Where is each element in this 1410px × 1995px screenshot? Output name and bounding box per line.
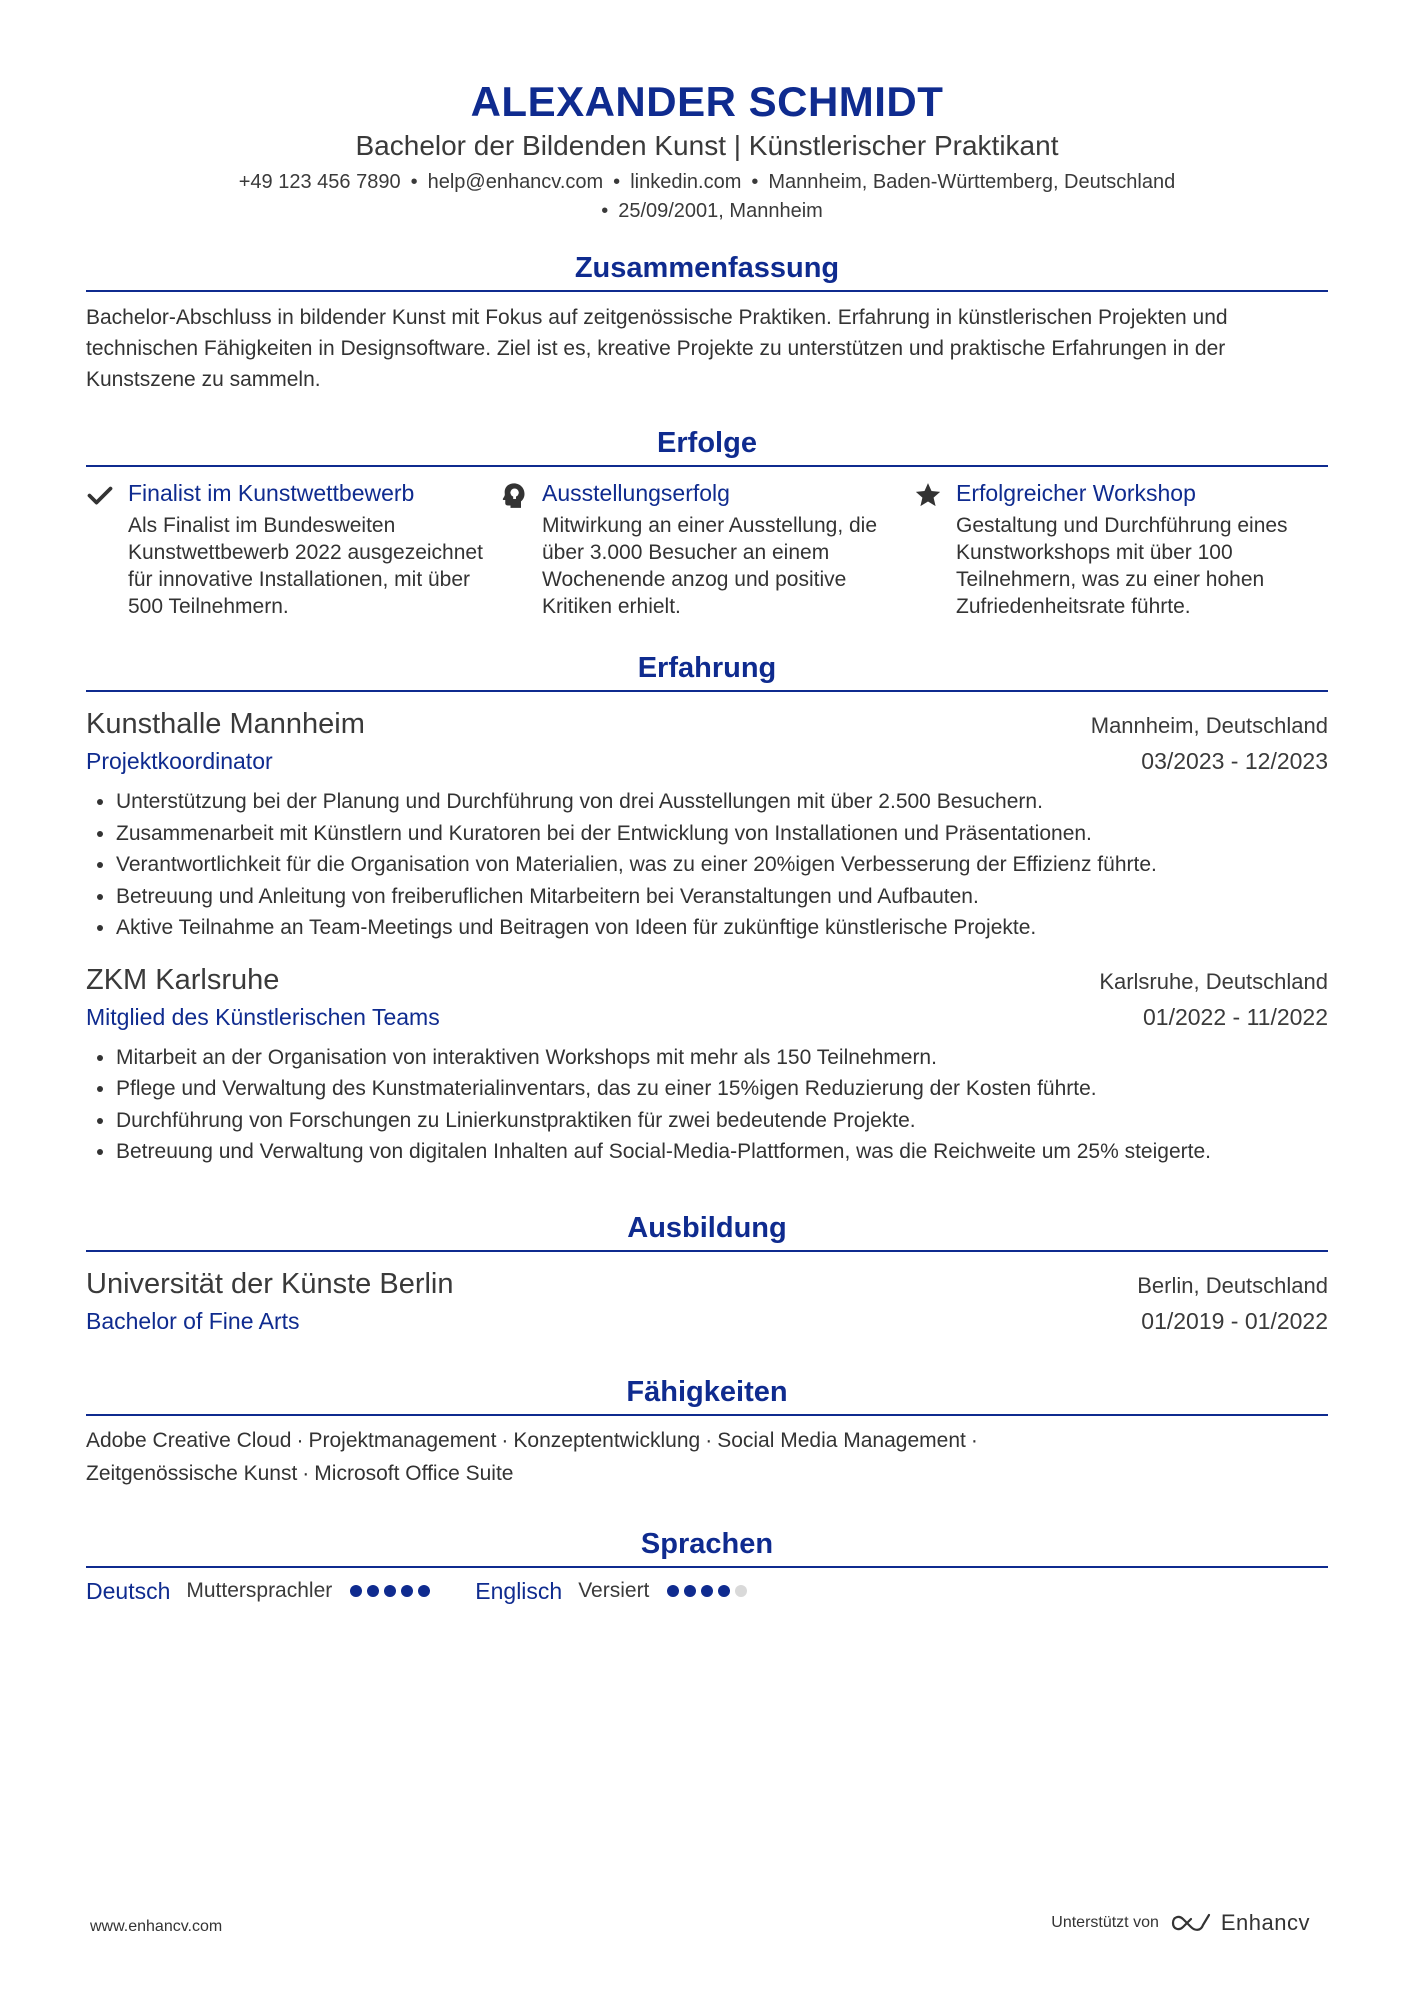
section-title-education: Ausbildung [86, 1208, 1328, 1252]
rating-dot-filled [418, 1585, 430, 1597]
candidate-title: Bachelor der Bildenden Kunst | Künstlerischer Praktikant [355, 130, 1059, 161]
phone: +49 123 456 7890 [238, 171, 401, 193]
rating-dot-filled [701, 1585, 713, 1597]
footer-branding [1051, 1910, 1310, 1936]
education-section [86, 1208, 1328, 1338]
birth-info: 25/09/2001, Mannheim [618, 200, 823, 222]
section-title-experience: Erfahrung [86, 648, 1328, 692]
experience-section [86, 648, 1328, 1168]
bullet-item: • Pflege und Verwaltung des Kunstmaterialinventars, das zu einer 15%igen Reduzierung der Kosten führte. [116, 1073, 1328, 1105]
section-title-languages: Sprachen [86, 1524, 1328, 1568]
school-name: Universität der Künste Berlin [86, 1267, 454, 1300]
achievement-item [914, 477, 1328, 620]
language-name: Deutsch [86, 1577, 171, 1604]
separator: • [751, 171, 759, 193]
achievement-title: Erfolgreicher Workshop [956, 480, 1196, 506]
bullet-item: • Betreuung und Anleitung von freiberuflichen Mitarbeitern bei Veranstaltungen und Aufbauten. [116, 881, 1328, 913]
skill-separator: · [705, 1428, 713, 1452]
education-entry [86, 1264, 1328, 1338]
language-level: Versiert [578, 1579, 650, 1602]
skill-separator: · [296, 1428, 304, 1452]
skill-item: Zeitgenössische Kunst [86, 1461, 298, 1485]
job-location: Karlsruhe, Deutschland [1099, 968, 1328, 994]
job-role: Projektkoordinator [86, 748, 273, 774]
brand-name: Enhancv [1220, 1910, 1310, 1935]
language-item [475, 1578, 752, 1605]
achievement-item [86, 477, 500, 620]
job-bullets [86, 786, 1328, 944]
location: Mannheim, Baden-Württemberg, Deutschland [768, 171, 1176, 193]
linkedin[interactable]: linkedin.com [630, 171, 742, 193]
achievement-item [500, 477, 914, 620]
job-location: Mannheim, Deutschland [1090, 713, 1328, 738]
skill-item: Adobe Creative Cloud [86, 1428, 292, 1452]
language-item [86, 1578, 435, 1605]
achievement-title: Ausstellungserfolg [542, 480, 730, 506]
section-title-achievements: Erfolge [86, 423, 1328, 467]
rating-dot-empty [735, 1585, 747, 1597]
separator: • [613, 171, 621, 193]
bullet-item: • Verantwortlichkeit für die Organisation von Materialien, was zu einer 20%igen Verbesserung der Effizienz führte. [116, 849, 1328, 881]
languages-section [86, 1524, 1328, 1605]
separator: • [410, 171, 418, 193]
bullet-item: • Zusammenarbeit mit Künstlern und Kuratoren bei der Entwicklung von Installationen und Präsentationen. [116, 818, 1328, 850]
skill-item: Konzeptentwicklung [513, 1428, 701, 1452]
job-entry [86, 704, 1328, 944]
powered-by-text: Unterstützt von [1051, 1914, 1159, 1931]
education-dates: 01/2019 - 01/2022 [1141, 1307, 1328, 1334]
achievements-section [86, 423, 1328, 620]
rating-dot-filled [667, 1585, 679, 1597]
rating-dot-filled [401, 1585, 413, 1597]
footer-website[interactable]: www.enhancv.com [90, 1918, 223, 1935]
rating-dot-filled [367, 1585, 379, 1597]
languages-list [86, 1578, 1328, 1605]
rating-dot-filled [384, 1585, 396, 1597]
degree: Bachelor of Fine Arts [86, 1307, 300, 1334]
achievement-description: Als Finalist im Bundesweiten Kunstwettbewerb 2022 ausgezeichnet für innovative Installationen, mit über 500 Teilnehmern. [128, 514, 483, 618]
language-rating [667, 1579, 752, 1603]
bullet-item: • Aktive Teilnahme an Team-Meetings und Beitragen von Ideen für zukünftige künstlerische Projekte. [116, 912, 1328, 944]
bullet-item: • Betreuung und Verwaltung von digitalen Inhalten auf Social-Media-Plattformen, was die Reichweite um 25% steigerte. [116, 1136, 1328, 1168]
resume-page [86, 0, 1328, 1605]
summary-section [86, 248, 1328, 395]
skill-separator: · [302, 1461, 310, 1485]
candidate-name: ALEXANDER SCHMIDT [470, 78, 944, 125]
star-icon [914, 477, 956, 620]
email[interactable]: help@enhancv.com [427, 171, 604, 193]
job-company: Kunsthalle Mannheim [86, 708, 365, 740]
job-dates: 03/2023 - 12/2023 [1141, 748, 1328, 774]
job-bullets [86, 1042, 1328, 1168]
achievement-description: Gestaltung und Durchführung eines Kunstworkshops mit über 100 Teilnehmern, was zu einer hohen Zufriedenheitsrate führte. [956, 514, 1288, 618]
language-rating [350, 1579, 435, 1603]
contact-info [157, 168, 1257, 226]
achievements-list [86, 477, 1328, 620]
language-name: Englisch [475, 1577, 563, 1604]
skills-section [86, 1372, 1328, 1490]
section-title-skills: Fähigkeiten [86, 1372, 1328, 1416]
school-location: Berlin, Deutschland [1137, 1272, 1328, 1298]
rating-dot-filled [684, 1585, 696, 1597]
bullet-item: • Unterstützung bei der Planung und Durchführung von drei Ausstellungen mit über 2.500 Besuchern. [116, 786, 1328, 818]
skill-item: Projektmanagement [308, 1428, 497, 1452]
rating-dot-filled [718, 1585, 730, 1597]
achievement-description: Mitwirkung an einer Ausstellung, die über 3.000 Besucher an einem Wochenende anzog und positive Kritiken erhielt. [542, 514, 878, 618]
job-role: Mitglied des Künstlerischen Teams [86, 1003, 440, 1030]
achievement-title: Finalist im Kunstwettbewerb [128, 480, 415, 506]
skill-item: Social Media Management [717, 1428, 966, 1452]
language-level: Muttersprachler [186, 1579, 333, 1602]
skill-separator: · [970, 1428, 978, 1452]
resume-header [86, 0, 1328, 226]
section-title-summary: Zusammenfassung [86, 248, 1328, 292]
job-dates: 01/2022 - 11/2022 [1142, 1003, 1328, 1030]
job-company: ZKM Karlsruhe [86, 963, 280, 996]
bullet-item: • Mitarbeit an der Organisation von interaktiven Workshops mit mehr als 150 Teilnehmern. [116, 1042, 1328, 1074]
rating-dot-filled [350, 1585, 362, 1597]
skills-list [86, 1424, 1086, 1490]
separator: • [601, 200, 609, 222]
job-entry [86, 960, 1328, 1168]
skill-item: Microsoft Office Suite [314, 1461, 514, 1485]
summary-text: Bachelor-Abschluss in bildender Kunst mit Fokus auf zeitgenössische Praktiken. Erfahrung in künstlerischen Projekten und technischen Fähigkeiten in Designsoftware. Ziel ist es, kreative Projekte zu unterstützen und praktische Erfahrungen in der Kunstszene zu sammeln. [86, 306, 1228, 391]
head-lightbulb-icon [500, 477, 542, 620]
bullet-item: • Durchführung von Forschungen zu Linierkunstpraktiken für zwei bedeutende Projekte. [116, 1105, 1328, 1137]
skill-separator: · [501, 1428, 509, 1452]
checkmark-icon [86, 477, 128, 620]
enhancv-logo-icon [1169, 1911, 1213, 1935]
